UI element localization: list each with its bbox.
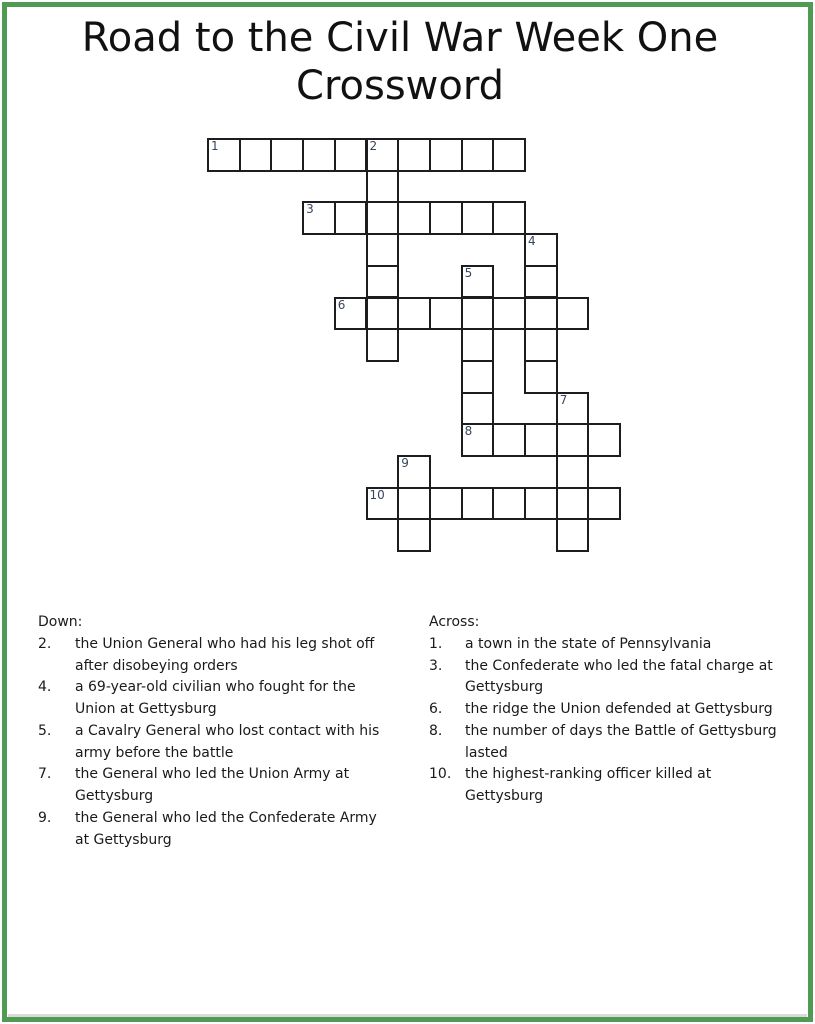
grid-cell-r5-c4 xyxy=(334,297,368,331)
grid-cell-r0-c5 xyxy=(366,138,400,172)
grid-cell-r4-c5 xyxy=(366,265,400,299)
grid-cell-r10-c11 xyxy=(556,455,590,489)
grid-cell-r11-c11 xyxy=(556,487,590,521)
grid-cell-r11-c8 xyxy=(461,487,495,521)
clue-number: 2. xyxy=(38,635,52,652)
grid-cell-r0-c0 xyxy=(207,138,241,172)
grid-cell-r0-c2 xyxy=(270,138,304,172)
grid-cell-r6-c5 xyxy=(366,328,400,362)
clue-text: the ridge the Union defended at Gettysburg xyxy=(465,701,773,717)
clue-down-9 xyxy=(38,808,394,852)
clue-number: 1. xyxy=(429,635,443,652)
clue-text: the highest-ranking officer killed at Gettysburg xyxy=(465,766,712,804)
grid-cell-r5-c8 xyxy=(461,297,495,331)
grid-cell-r9-c8 xyxy=(461,423,495,457)
clue-text: a 69-year-old civilian who fought for the Union at Gettysburg xyxy=(75,679,356,717)
clue-across-8 xyxy=(429,721,785,765)
grid-cell-r11-c6 xyxy=(397,487,431,521)
grid-cell-r0-c9 xyxy=(492,138,526,172)
clue-text: the number of days the Battle of Gettysburg lasted xyxy=(465,722,777,761)
grid-cell-r2-c6 xyxy=(397,201,431,235)
grid-cell-r11-c9 xyxy=(492,487,526,521)
clue-text: the General who led the Confederate Army at Gettysburg xyxy=(75,809,377,848)
grid-cell-r5-c9 xyxy=(492,297,526,331)
clue-number: 4. xyxy=(38,679,52,696)
grid-number-3: 3 xyxy=(306,202,314,217)
page-bottom-shadow xyxy=(8,1014,807,1017)
grid-cell-r12-c6 xyxy=(397,518,431,552)
across-clues-list xyxy=(429,634,785,808)
grid-cell-r12-c11 xyxy=(556,518,590,552)
grid-cell-r5-c5 xyxy=(366,297,400,331)
clue-across-1 xyxy=(429,634,785,656)
clue-number: 3. xyxy=(429,657,443,674)
across-clues-section xyxy=(429,612,785,808)
grid-cell-r4-c10 xyxy=(524,265,558,299)
grid-cell-r3-c10 xyxy=(524,233,558,267)
grid-cell-r0-c4 xyxy=(334,138,368,172)
grid-number-9: 9 xyxy=(401,456,409,470)
clue-number: 10. xyxy=(429,766,452,783)
grid-cell-r0-c7 xyxy=(429,138,463,172)
grid-number-5: 5 xyxy=(464,265,473,280)
grid-number-4: 4 xyxy=(528,234,536,249)
grid-cell-r2-c3 xyxy=(302,201,336,235)
clue-down-2 xyxy=(38,634,394,678)
grid-cell-r3-c5 xyxy=(366,233,400,267)
down-clues-section xyxy=(38,612,394,851)
grid-cell-r7-c8 xyxy=(461,360,495,394)
clue-number: 9. xyxy=(38,809,52,826)
clue-text: the Confederate who led the fatal charge at Gettysburg xyxy=(465,657,773,696)
grid-number-6: 6 xyxy=(337,297,346,312)
grid-cell-r9-c11 xyxy=(556,423,590,457)
grid-cell-r5-c11 xyxy=(556,297,590,331)
grid-number-7: 7 xyxy=(559,392,568,407)
clue-across-3 xyxy=(429,656,785,700)
clue-down-4 xyxy=(38,677,394,721)
title-line-1: Road to the Civil War Week One xyxy=(81,15,719,61)
down-clues-list xyxy=(38,634,394,852)
grid-cell-r2-c7 xyxy=(429,201,463,235)
grid-cell-r1-c5 xyxy=(366,170,400,204)
grid-cell-r5-c10 xyxy=(524,297,558,331)
grid-cell-r11-c7 xyxy=(429,487,463,521)
grid-cell-r2-c4 xyxy=(334,201,368,235)
grid-cell-r0-c8 xyxy=(461,138,495,172)
grid-cell-r5-c7 xyxy=(429,297,463,331)
clue-text: a Cavalry General who lost contact with his army before the battle xyxy=(75,722,380,761)
clue-down-5 xyxy=(38,721,394,765)
grid-cell-r2-c9 xyxy=(492,201,526,235)
clue-number: 5. xyxy=(38,722,52,739)
title-line-2: Crossword xyxy=(296,63,504,109)
grid-number-1: 1 xyxy=(211,139,219,153)
clue-text: a town in the state of Pennsylvania xyxy=(465,635,712,652)
clue-number: 6. xyxy=(429,701,443,717)
grid-cell-r9-c9 xyxy=(492,423,526,457)
grid-cell-r8-c11 xyxy=(556,392,590,426)
grid-cell-r6-c10 xyxy=(524,328,558,362)
grid-cell-r8-c8 xyxy=(461,392,495,426)
grid-cell-r6-c8 xyxy=(461,328,495,362)
grid-cell-r9-c12 xyxy=(587,423,621,457)
across-clues-header: Across: xyxy=(429,614,480,630)
page-title xyxy=(0,14,800,110)
grid-cell-r2-c8 xyxy=(461,201,495,235)
grid-cell-r5-c6 xyxy=(397,297,431,331)
down-clues-header: Down: xyxy=(38,614,83,630)
grid-cell-r0-c6 xyxy=(397,138,431,172)
clue-text: the Union General who had his leg shot off after disobeying orders xyxy=(75,635,375,674)
grid-cell-r2-c5 xyxy=(366,201,400,235)
clue-down-7 xyxy=(38,764,394,808)
grid-cell-r0-c3 xyxy=(302,138,336,172)
clue-across-10 xyxy=(429,764,785,808)
grid-number-10: 10 xyxy=(369,487,385,502)
grid-cell-r4-c8 xyxy=(461,265,495,299)
clue-text: the General who led the Union Army at Gettysburg xyxy=(75,766,350,804)
clue-number: 8. xyxy=(429,722,443,739)
clue-number: 7. xyxy=(38,766,52,783)
grid-cell-r7-c10 xyxy=(524,360,558,394)
grid-cell-r9-c10 xyxy=(524,423,558,457)
grid-cell-r11-c10 xyxy=(524,487,558,521)
grid-cell-r0-c1 xyxy=(239,138,273,172)
clue-across-6 xyxy=(429,699,785,721)
grid-cell-r10-c6 xyxy=(397,455,431,489)
grid-cell-r11-c12 xyxy=(587,487,621,521)
grid-number-2: 2 xyxy=(369,139,378,153)
grid-cell-r11-c5 xyxy=(366,487,400,521)
grid-number-8: 8 xyxy=(464,424,473,439)
